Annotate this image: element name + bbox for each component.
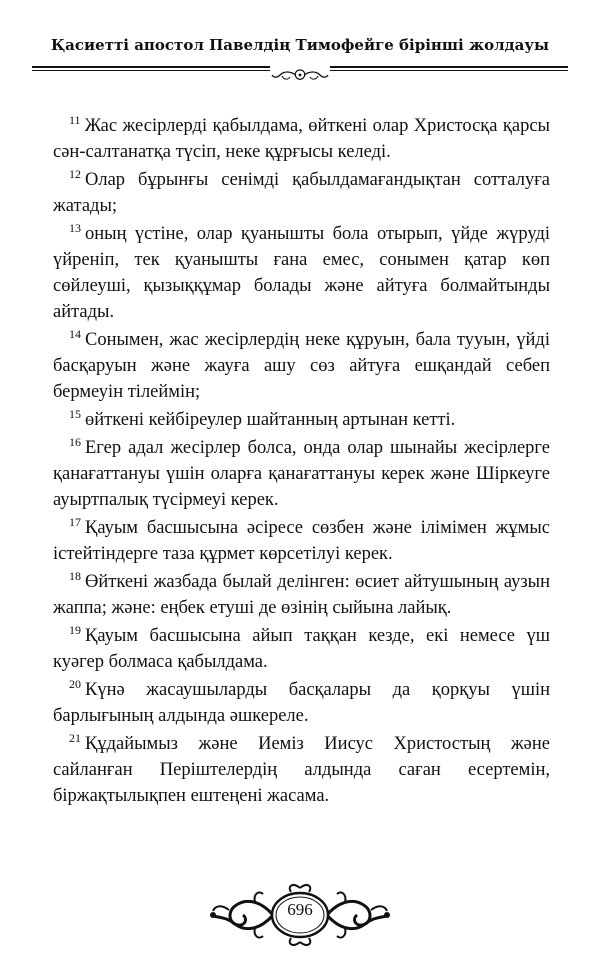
verse-text: Өйткені жазбада былай делінген: өсиет айтушының аузын жаппа; және: еңбек етуші де өзінің сыйына лайық. <box>53 572 550 618</box>
verse <box>53 113 550 165</box>
verse-number: 12 <box>69 166 81 181</box>
verse-number: 16 <box>69 434 81 449</box>
verse <box>53 623 550 675</box>
verse <box>53 167 550 219</box>
verse-number: 14 <box>69 326 81 341</box>
verse-text: Олар бұрынғы сенімді қабылдамағандықтан сотталуға жатады; <box>53 170 550 216</box>
verse-list <box>53 113 550 811</box>
verse-text: Қауым басшысына айып таққан кезде, екі немесе үш куәгер болмаса қабылдама. <box>53 626 550 672</box>
header-ornament-icon <box>270 66 330 84</box>
running-head-title: Қасиетті апостол Павелдің Тимофейге бірінші жолдауы <box>50 36 550 54</box>
verse <box>53 407 550 433</box>
verse-number: 17 <box>69 514 81 529</box>
verse <box>53 515 550 567</box>
verse <box>53 327 550 405</box>
verse-number: 19 <box>69 622 81 637</box>
verse-text: Қауым басшысына әсіресе сөзбен және ілімімен жұмыс істейтіндерге таза құрмет көрсетілуі керек. <box>53 518 550 564</box>
verse-text: Күнә жасаушыларды басқалары да қорқуы үшін барлығының алдында әшкереле. <box>53 680 550 726</box>
verse-text: Құдайымыз және Иеміз Иисус Христостың және сайланған Періштелердің алдында саған есертемін, біржақтылықпен ештеңені жасама. <box>53 734 550 806</box>
verse-text: Егер адал жесірлер болса, онда олар шынайы жесірлерге қанағаттануы үшін оларға қанағаттануы керек және Шіркеуге ауыртпалық түсірмеуі керек. <box>53 438 550 510</box>
page-number: 696 <box>287 900 313 919</box>
verse-number: 20 <box>69 676 81 691</box>
verse-text: Сонымен, жас жесірлердің неке құруын, бала тууын, үйді басқаруын және жауға ашу сөз айтуға ешқандай себеп бермеуін тілеймін; <box>53 330 550 402</box>
verse-text: Жас жесірлерді қабылдама, өйткені олар Христосқа қарсы сән-салтанатқа түсіп, неке құрғысы келеді. <box>53 116 550 162</box>
verse-text: өйткені кейбіреулер шайтанның артынан кетті. <box>85 410 456 430</box>
verse-number: 21 <box>69 730 81 745</box>
verse <box>53 677 550 729</box>
verse-number: 13 <box>69 220 81 235</box>
verse-text: оның үстіне, олар қуанышты бола отырып, үйде жүруді үйреніп, тек қуанышты ғана емес, сонымен қатар көп сөйлеуші, қызыққұмар болады және айтуға болмайтынды айтады. <box>53 224 550 322</box>
verse <box>53 731 550 809</box>
verse-number: 11 <box>69 112 81 127</box>
verse <box>53 221 550 325</box>
verse <box>53 569 550 621</box>
verse-number: 18 <box>69 568 81 583</box>
verse <box>53 435 550 513</box>
verse-number: 15 <box>69 406 81 421</box>
